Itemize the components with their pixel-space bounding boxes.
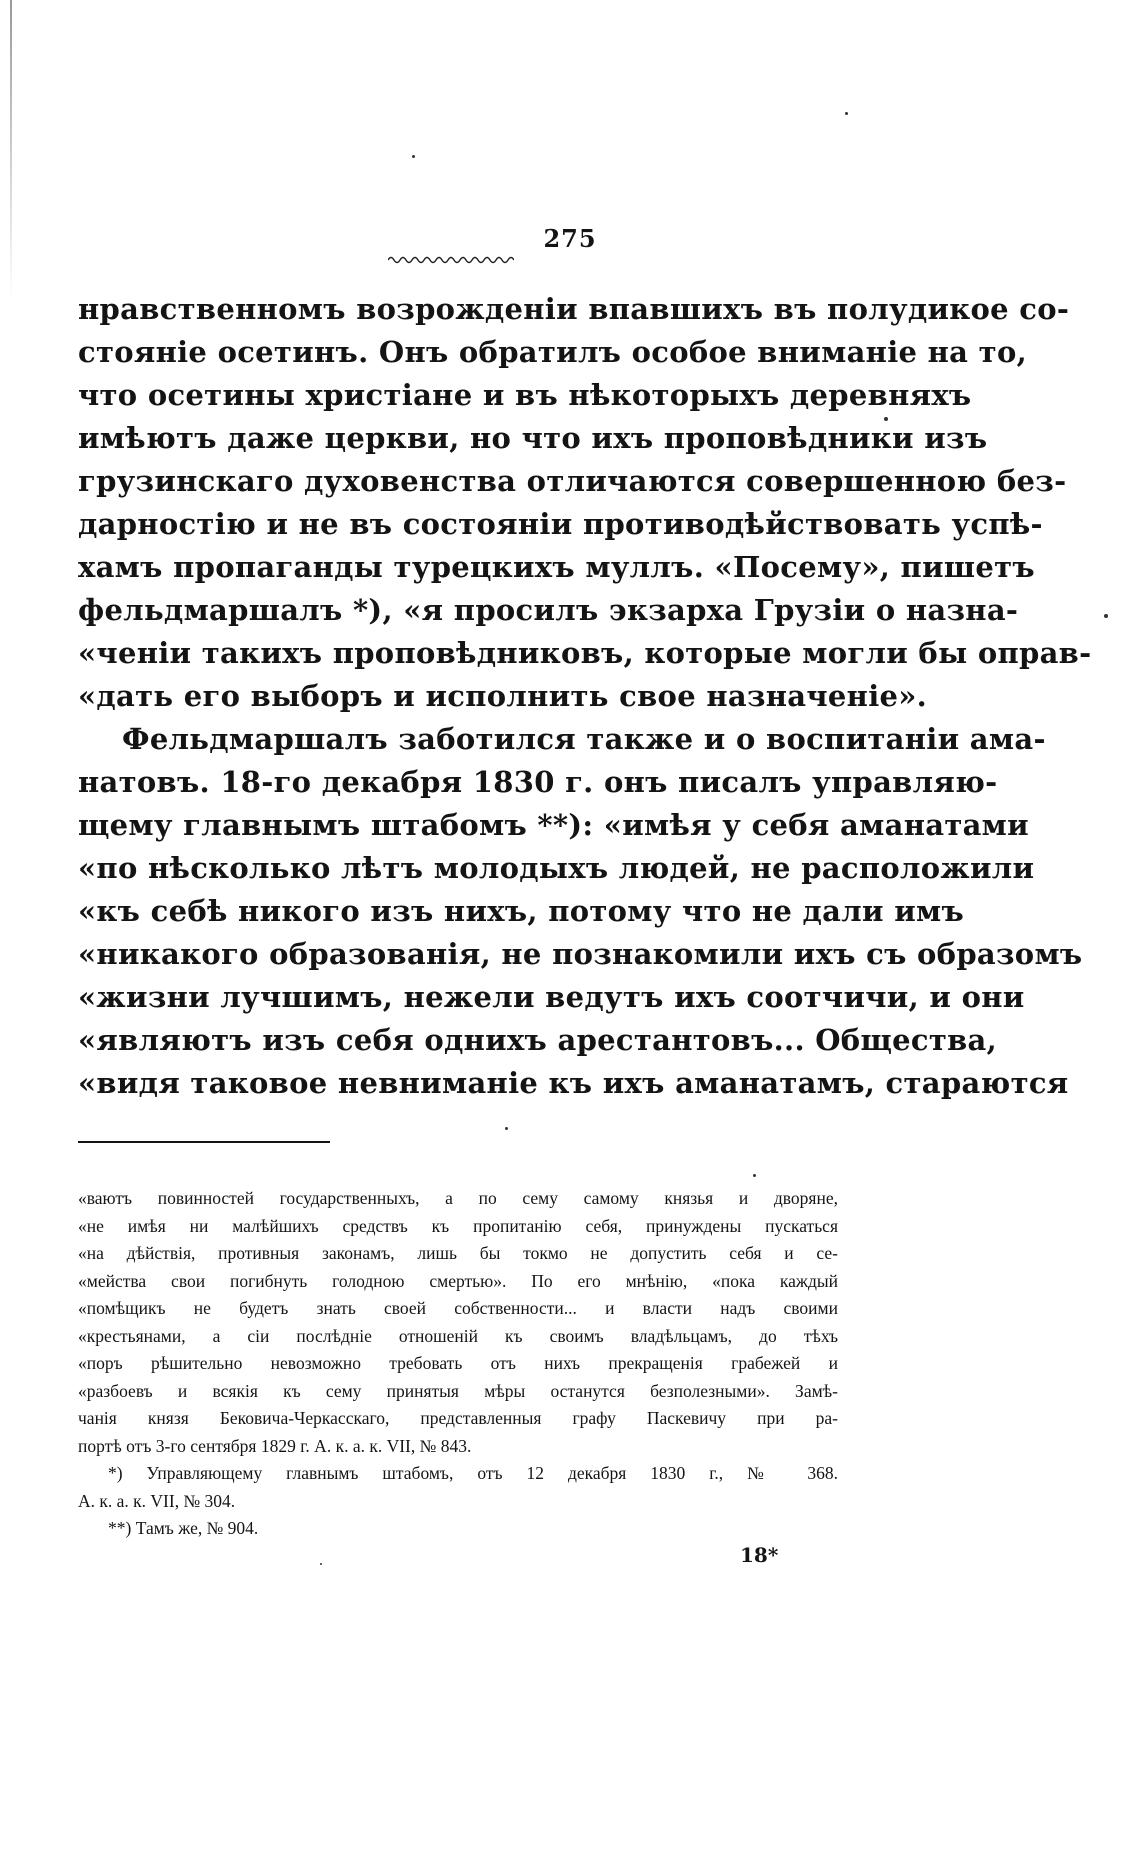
scan-speck [320,1563,322,1565]
body-line: натовъ. 18-го декабря 1830 г. онъ писалъ управляю- [78,765,998,799]
scan-speck [753,1174,756,1177]
footnote-line: «помѣщикъ не будетъ знать своей собственности... и власти надъ своими [78,1298,838,1318]
scan-speck [845,112,848,115]
footnote-line: «ваютъ повинностей государственныхъ, а по сему самому князья и дворяне, [78,1188,838,1208]
body-line: Фельдмаршалъ заботился также и о воспитаніи ама- [122,722,1046,756]
body-line: фельдмаршалъ *), «я просилъ экзарха Грузіи о назна- [78,593,1019,627]
footnote-line: «разбоевъ и всякія къ сему принятыя мѣры останутся безполезными». Замѣ- [78,1380,838,1401]
footnote-line: А. к. а. к. VII, № 304. [78,1490,236,1511]
footnote-line: «не имѣя ни малѣйшихъ средствъ къ пропитанію себя, принуждены пускаться [78,1215,838,1236]
footnote-separator [78,1141,330,1143]
body-line: дарностію и не въ состояніи противодѣйствовать успѣ- [78,507,1043,541]
footnote-line: «мейства свои погибнуть голодною смертью». По его мнѣнію, «пока каждый [78,1270,838,1291]
body-line: «являютъ изъ себя однихъ арестантовъ... Общества, [78,1023,998,1057]
scan-speck [505,1127,508,1130]
body-line: имѣютъ даже церкви, но что ихъ проповѣдники изъ [78,421,988,455]
body-line: «никакого образованія, не познакомили ихъ съ образомъ [78,937,1083,971]
body-line: щему главнымъ штабомъ **): «имѣя у себя аманатами [78,808,1029,842]
footnote-line: чанія князя Бековича-Черкасскаго, представленныя графу Паскевичу при ра- [78,1408,838,1428]
printer-signature-mark: 18* [740,1543,779,1567]
body-line: «жизни лучшимъ, нежели ведутъ ихъ соотчичи, и они [78,980,1025,1014]
footnote-line: «на дѣйствія, противныя законамъ, лишь бы токмо не допустить себя и се- [78,1243,838,1263]
body-line: нравственномъ возрожденіи впавшихъ въ полудикое со- [78,292,1070,326]
body-line: хамъ пропаганды турецкихъ муллъ. «Посему», пишетъ [78,550,1035,584]
scan-speck [1104,614,1108,618]
footnote-line: портѣ отъ 3-го сентября 1829 г. А. к. а. к. VII, № 843. [78,1435,472,1456]
scan-speck [412,155,415,158]
footnotes [78,1185,838,1543]
body-line: «дать его выборъ и исполнить свое назначеніе». [78,679,928,713]
footnote-line: **) Тамъ же, № 904. [108,1518,259,1538]
decorative-wavy-rule [388,254,514,266]
scan-edge-shadow [10,0,12,300]
body-line: грузинскаго духовенства отличаются совершенною без- [78,464,1067,498]
body-line: «къ себѣ никого изъ нихъ, потому что не дали имъ [78,894,965,928]
footnote-line: «крестьянами, а сіи послѣдніе отношеній къ своимъ владѣльцамъ, до тѣхъ [78,1325,838,1346]
body-line: «видя таковое невниманіе къ ихъ аманатамъ, стараются [78,1066,1069,1100]
page-number: 275 [543,224,597,253]
main-body-text [78,288,1092,1105]
body-line: что осетины христіане и въ нѣкоторыхъ деревняхъ [78,378,972,412]
body-line: стояніе осетинъ. Онъ обратилъ особое вниманіе на то, [78,335,1027,369]
footnote-line: «поръ рѣшительно невозможно требовать отъ нихъ прекращенія грабежей и [78,1353,838,1373]
scan-speck [884,417,888,421]
body-line: «по нѣсколько лѣтъ молодыхъ людей, не расположили [78,851,1035,885]
footnote-line: *) Управляющему главнымъ штабомъ, отъ 12 декабря 1830 г., № 368. [108,1463,838,1483]
body-line: «ченіи такихъ проповѣдниковъ, которые могли бы оправ- [78,636,1092,670]
